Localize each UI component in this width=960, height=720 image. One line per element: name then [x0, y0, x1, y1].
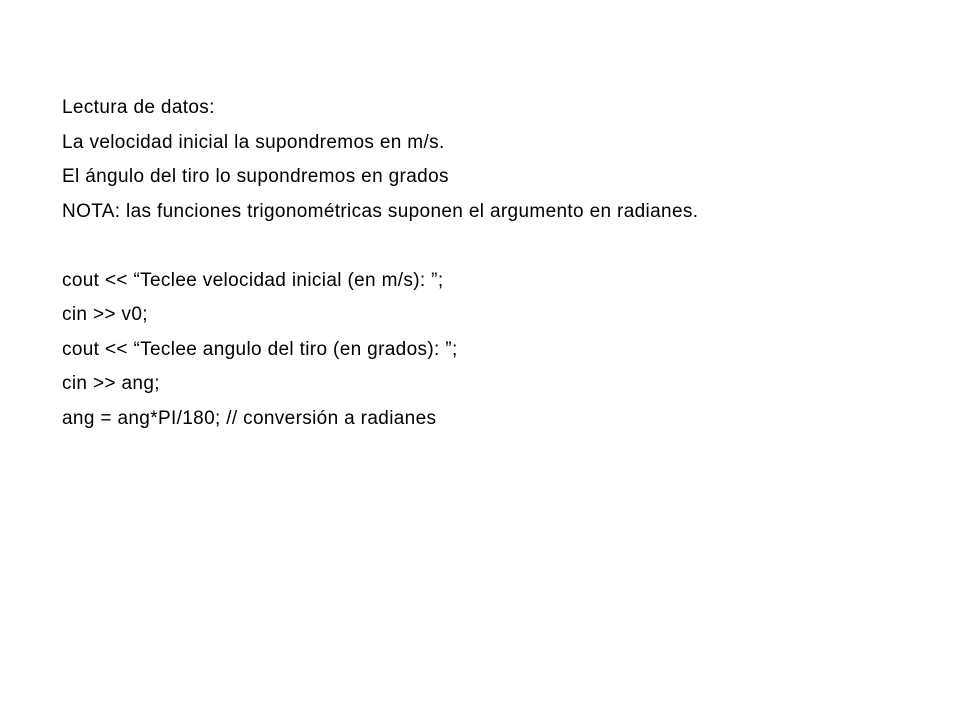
section-heading: Lectura de datos: [62, 97, 215, 118]
angle-assumption-text: El ángulo del tiro lo supondremos en grados [62, 166, 449, 187]
velocity-assumption-text: La velocidad inicial la supondremos en m/s. [62, 131, 445, 153]
code-line-prompt-angle: cout << “Teclee angulo del tiro (en grados): ”; [62, 338, 458, 360]
code-line-read-angle: cin >> ang; [62, 373, 160, 394]
code-line-read-velocity: cin >> v0; [62, 304, 148, 325]
code-line-convert-radians: ang = ang*PI/180; // conversión a radianes [62, 407, 437, 429]
blank-line [62, 229, 942, 264]
code-line-prompt-velocity: cout << “Teclee velocidad inicial (en m/s): ”; [62, 269, 444, 291]
slide-text-body [62, 91, 942, 436]
note-text: NOTA: las funciones trigonométricas suponen el argumento en radianes. [62, 200, 699, 222]
